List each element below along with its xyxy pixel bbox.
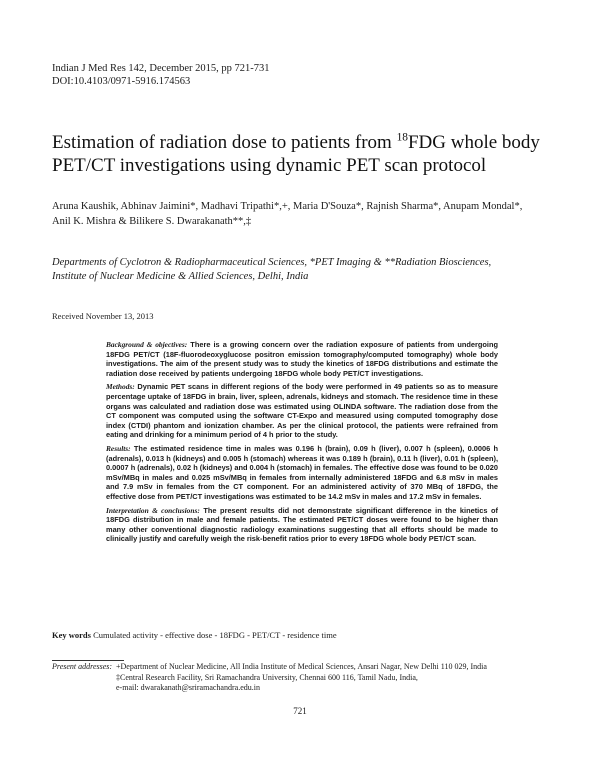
footnote-line2: ‡Central Research Facility, Sri Ramachandra University, Chennai 600 116, Tamil Nadu, India, (116, 672, 418, 682)
article-title (52, 131, 552, 177)
journal-header (52, 62, 270, 88)
received-date: Received November 13, 2013 (52, 311, 154, 321)
keywords-label: Key words (52, 630, 91, 640)
abstract-results (106, 444, 498, 502)
affiliation-line1: Departments of Cyclotron & Radiopharmaceutical Sciences, *PET Imaging & **Radiation Biosciences, (52, 257, 492, 268)
abstract-interpretation (106, 506, 498, 544)
background-heading: Background & objectives: (106, 340, 188, 349)
results-heading: Results: (106, 443, 131, 453)
title-superscript: 18 (396, 131, 408, 144)
journal-citation: Indian J Med Res 142, December 2015, pp 721-731 (52, 63, 270, 74)
abstract-methods (106, 382, 498, 440)
keywords (52, 630, 337, 640)
methods-text: Dynamic PET scans in different regions of the body were performed in 49 patients so as to measure percentage uptake of 18FDG in brain, liver, spleen, adrenals, kidneys and stomach. The residence time in these organs was calculated and radiation dose was estimated using OLINDA software. The radiation dose from the CT component was computed using the software CT-Expo and measured using computed tomography dose index (CTDI) phantom and ionization chamber. As per the clinical protocol, the patients were refrained from eating and drinking for a minimum period of 4 h prior to the study. (106, 382, 498, 440)
footnote-label: Present addresses: (52, 662, 113, 671)
results-text: The estimated residence time in males was 0.196 h (brain), 0.09 h (liver), 0.007 h (spleen), 0.0006 h (adrenals), 0.013 h (kidneys) and 0.005 h (stomach) whereas it was 0.189 h (brain), 0.11 h (liver), 0.01 h (spleen), 0.0007 h (adrenals), 0.02 h (kidneys) and 0.004 h (stomach) in females. The effective dose was found to be 0.020 mSv/MBq in males and 0.025 mSv/MBq in females from internally administered 18FDG and 6.8 mSv in males and 7.9 mSv in females from the CT component. For an administered activity of 370 MBq of 18FDG, the effective dose from PET/CT investigations was estimated to be 14.2 mSv in males and 17.2 mSv in females. (106, 443, 498, 501)
background-text: There is a growing concern over the radiation exposure of patients from undergoing 18FDG PET/CT (18F-fluorodeoxyglucose positron emission tomography/computed tomography) whole body investigations. The aim of the present study was to study the kinetics of 18FDG distributions and estimate the radiation dose received by patients undergoing 18FDG whole body PET/CT investigations. (106, 340, 498, 378)
footnote-email: e-mail: dwarakanath@sriramachandra.edu.in (116, 683, 260, 692)
footnote-divider (52, 660, 124, 661)
page-number: 721 (293, 706, 307, 716)
interpretation-heading: Interpretation & conclusions: (106, 505, 200, 515)
abstract-background (106, 340, 498, 378)
interpretation-text: The present results did not demonstrate significant difference in the kinetics of 18FDG distribution in male and female patients. The estimated PET/CT doses were found to be higher than many other conventional diagnostic radiology examinations suggesting that all efforts should be made to clinically justify and carefully weigh the risk-benefit ratios prior to every 18FDG whole body PET/CT scan. (106, 505, 498, 544)
affiliations (52, 256, 552, 284)
footnote-line1: +Department of Nuclear Medicine, All India Institute of Medical Sciences, Ansari Nagar, New Delhi 110 029, India (116, 662, 487, 671)
affiliation-line2: Institute of Nuclear Medicine & Allied Sciences, Delhi, India (52, 271, 309, 282)
journal-doi: DOI:10.4103/0971-5916.174563 (52, 76, 191, 87)
authors-line2: Anil K. Mishra & Bilikere S. Dwarakanath**,‡ (52, 216, 252, 227)
author-list (52, 199, 552, 229)
title-part2: FDG whole body PET/CT investigations using dynamic PET scan protocol (52, 132, 540, 176)
keywords-text: Cumulated activity - effective dose - 18FDG - PET/CT - residence time (90, 630, 337, 640)
title-part1: Estimation of radiation dose to patients from (52, 132, 397, 153)
authors-line1: Aruna Kaushik, Abhinav Jaimini*, Madhavi Tripathi*,+, Maria D'Souza*, Rajnish Sharma*, Anupam Mondal*, (52, 201, 523, 212)
methods-heading: Methods: (106, 382, 135, 392)
footnote-body (116, 662, 536, 694)
footnote (52, 662, 552, 694)
abstract (106, 340, 498, 548)
